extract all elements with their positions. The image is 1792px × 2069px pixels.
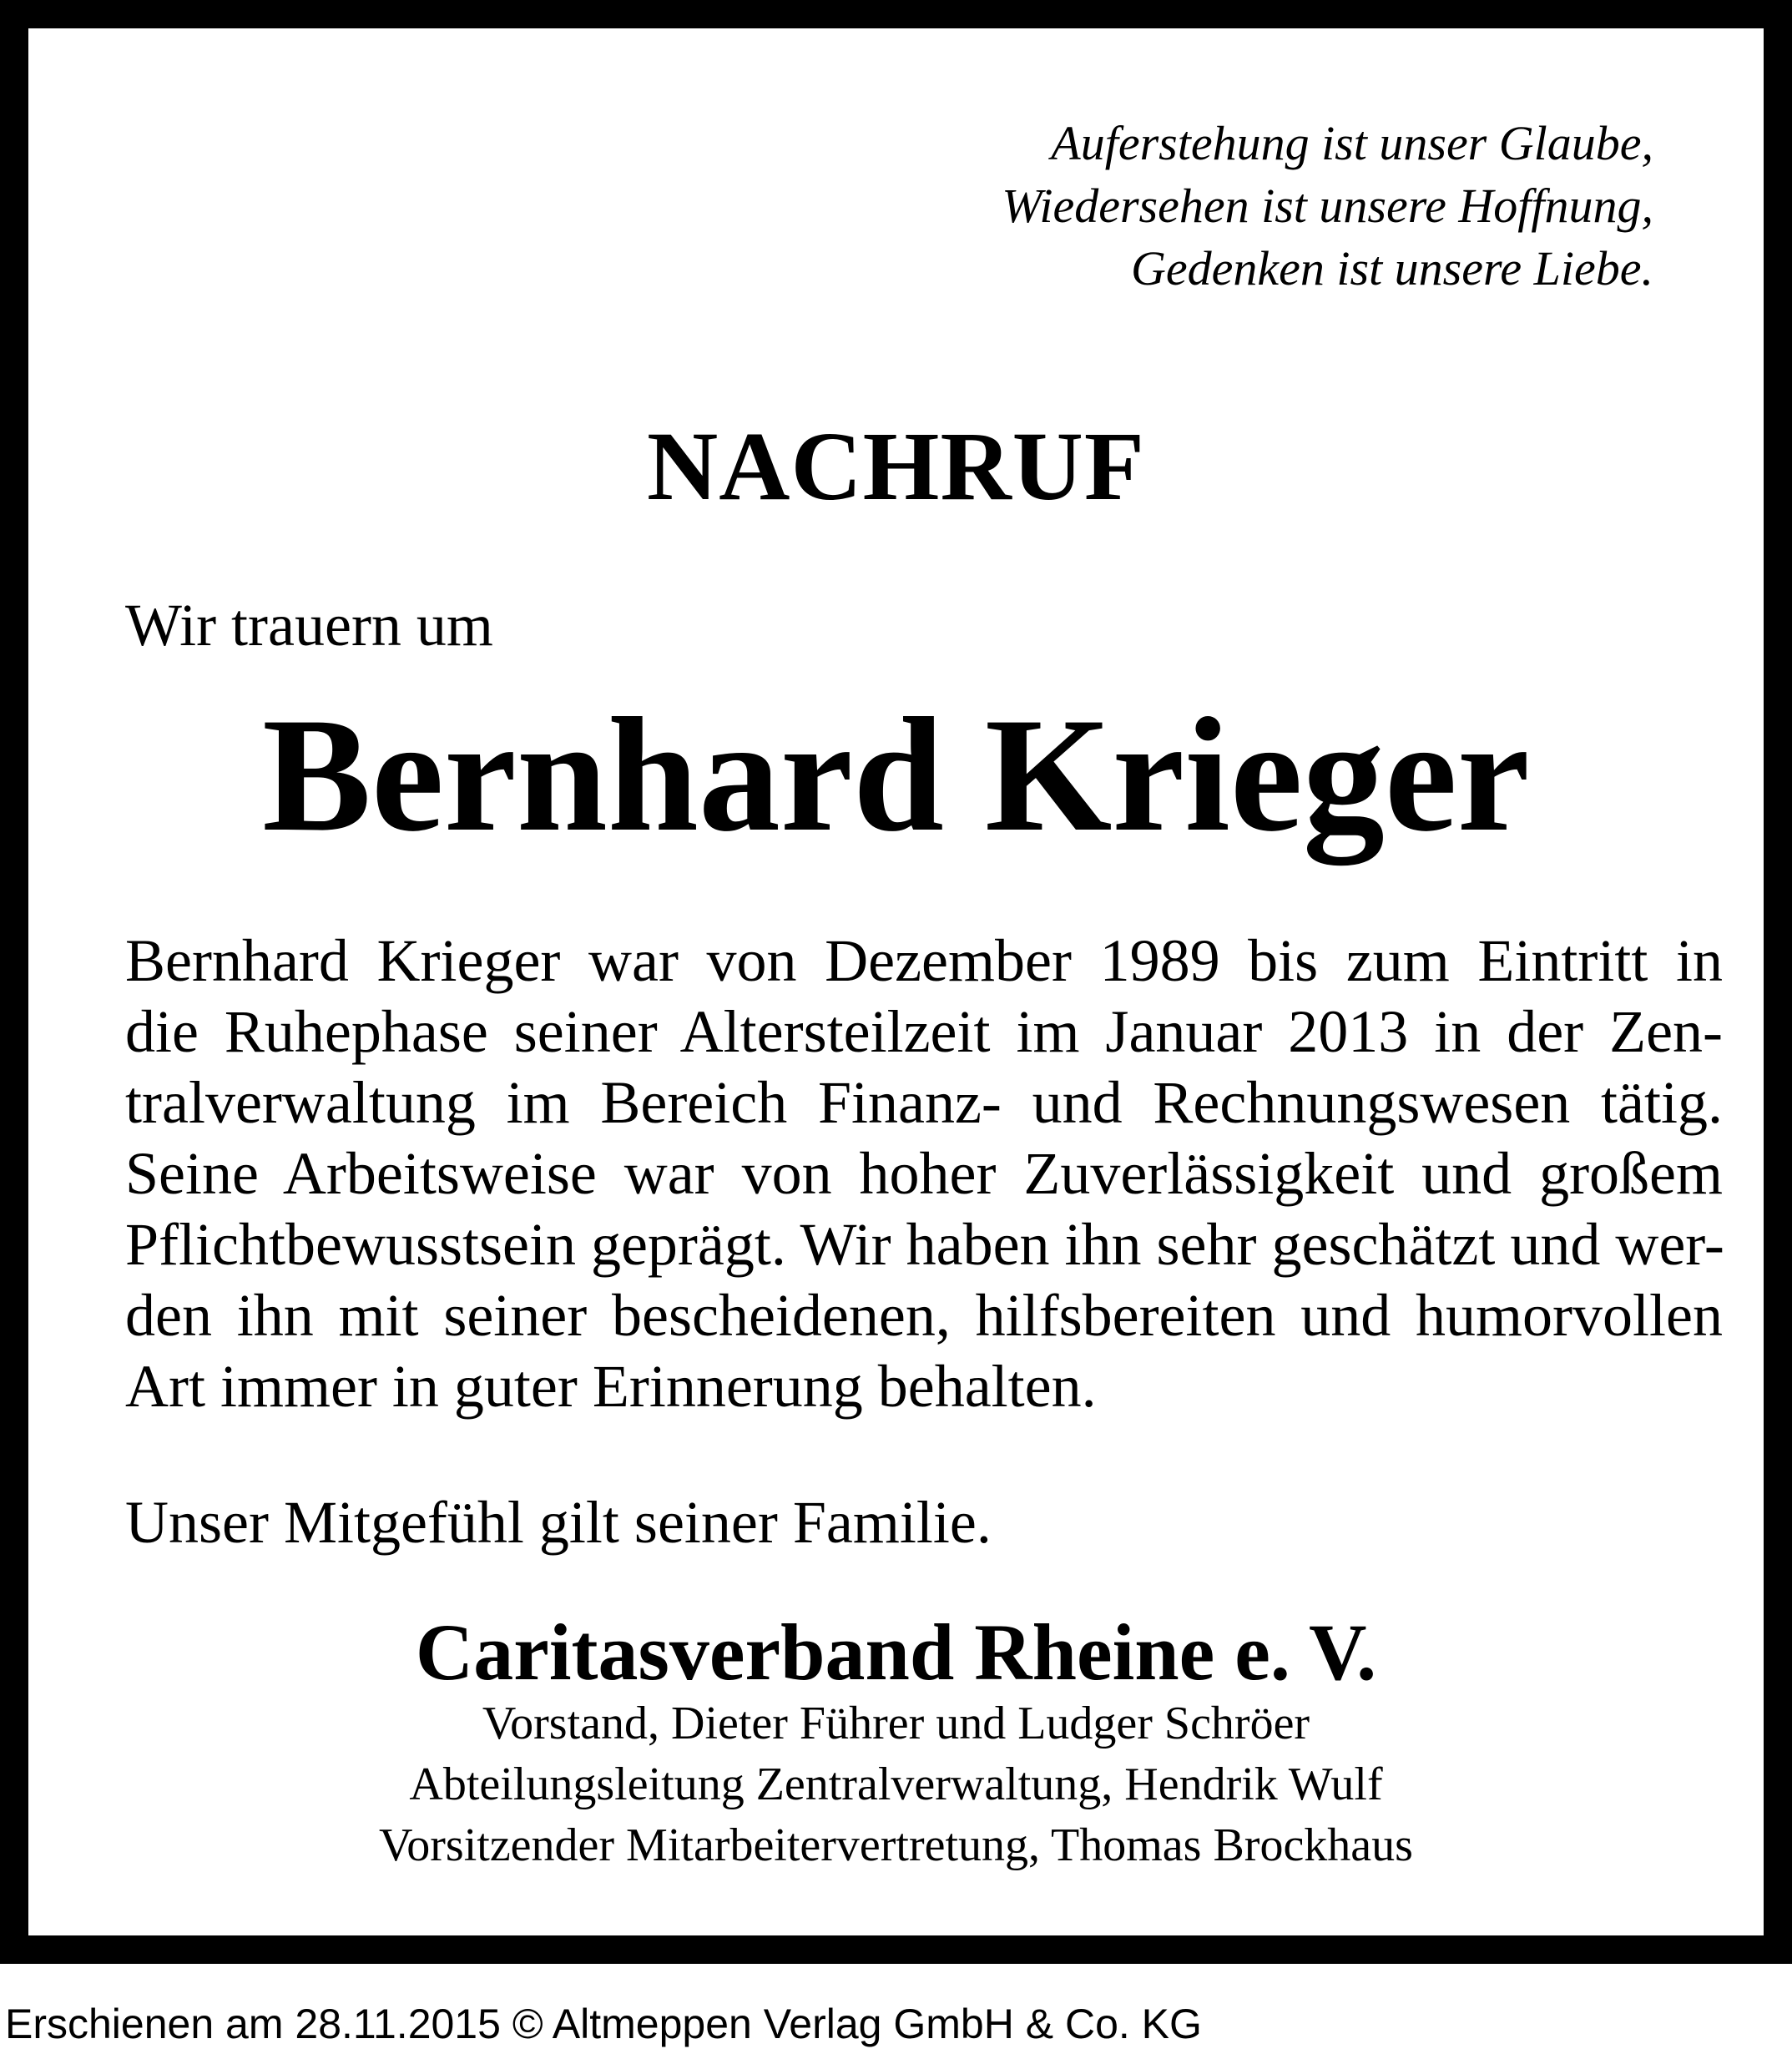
deceased-name: Bernhard Krieger	[262, 684, 1530, 865]
motto-line: Gedenken ist unsere Liebe.	[1131, 241, 1653, 295]
motto	[1002, 112, 1653, 300]
obituary-body	[125, 926, 1723, 1422]
publication-footer: Erschienen am 28.11.2015 © Altmeppen Verlag GmbH & Co. KG	[5, 2001, 1202, 2047]
motto-line: Auferstehung ist unser Glaube,	[1051, 116, 1653, 170]
signer-line: Vorsitzender Mitarbeitervertretung, Thomas Brockhaus	[379, 1819, 1413, 1871]
body-line: die Ruhephase seiner Altersteilzeit im Januar 2013 in der Zen-	[125, 998, 1723, 1065]
body-line: Seine Arbeitsweise war von hoher Zuverlässigkeit und großem	[125, 1140, 1723, 1207]
body-line: Pflichtbewusstsein geprägt. Wir haben ihn sehr geschätzt und wer-	[125, 1211, 1724, 1278]
body-line: Bernhard Krieger war von Dezember 1989 bis zum Eintritt in	[125, 927, 1723, 994]
motto-line: Wiedersehen ist unsere Hoffnung,	[1002, 179, 1653, 233]
signer-line: Abteilungsleitung Zentralverwaltung, Hendrik Wulf	[409, 1759, 1383, 1810]
intro-text: Wir trauern um	[125, 592, 493, 659]
body-line: den ihn mit seiner bescheidenen, hilfsbereiten und humorvollen	[125, 1282, 1723, 1349]
signer-line: Vorstand, Dieter Führer und Ludger Schröer	[482, 1698, 1310, 1749]
body-line: tralverwaltung im Bereich Finanz- und Rechnungswesen tätig.	[125, 1069, 1723, 1136]
body-line: Art immer in guter Erinnerung behalten.	[125, 1353, 1097, 1420]
sympathy-text: Unser Mitgefühl gilt seiner Familie.	[125, 1489, 992, 1556]
signers-list	[28, 1693, 1764, 1876]
obituary-heading: NACHRUF	[647, 411, 1145, 521]
organization-name: Caritasverband Rheine e. V.	[415, 1607, 1377, 1697]
